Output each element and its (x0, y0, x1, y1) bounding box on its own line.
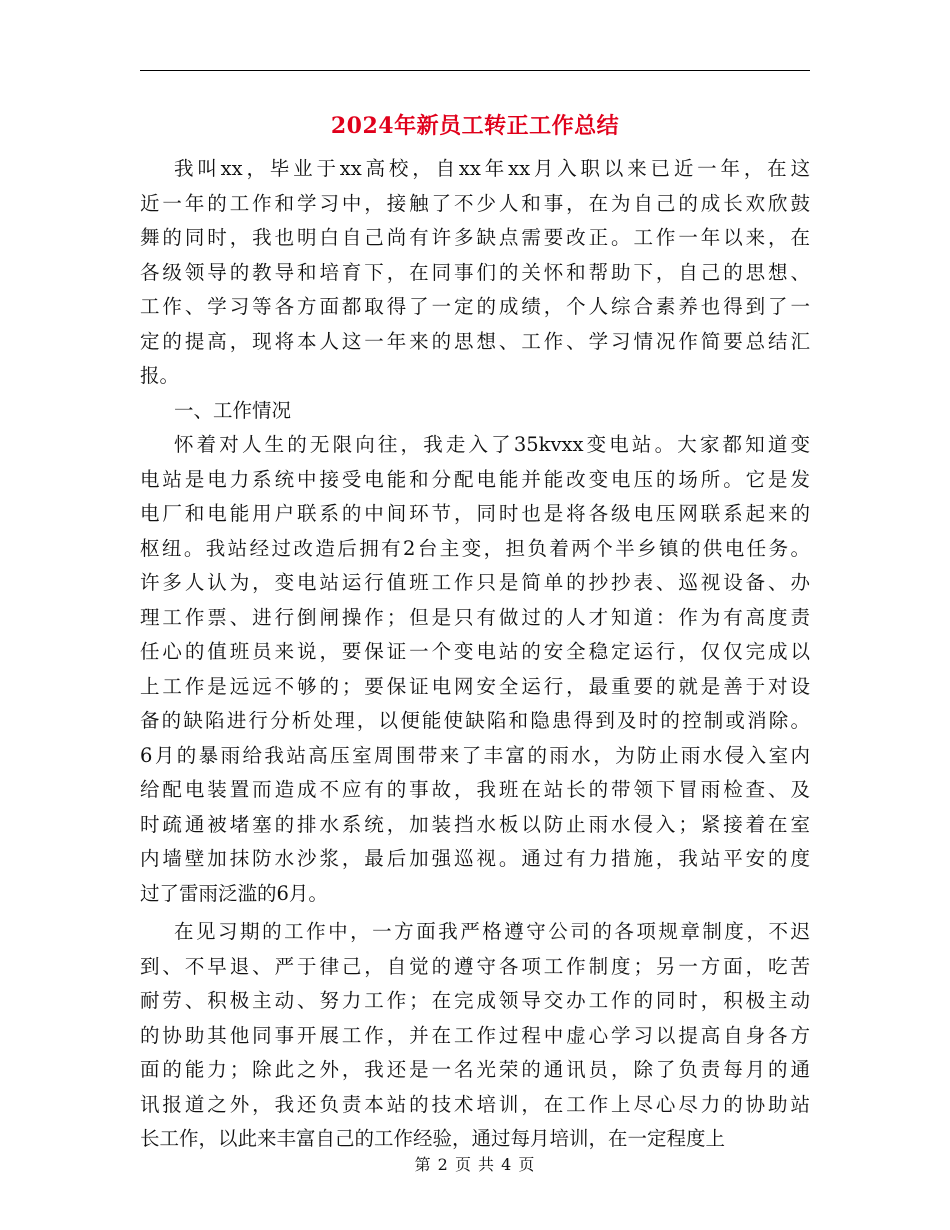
text-line: 电厂和电能用户联系的中间环节，同时也是将各级电压网联系起来的 (140, 502, 810, 525)
section-heading: 一、工作情况 (174, 398, 292, 422)
text-line: 枢纽。我站经过改造后拥有2台主变，担负着两个半乡镇的供电任务。 (140, 536, 810, 560)
page-footer: 第 2 页 共 4 页 (414, 1155, 536, 1174)
document-title: 2024年新员工转正工作总结 (330, 113, 620, 139)
text-line: 到、不早退、严于律己，自觉的遵守各项工作制度；另一方面，吃苦 (140, 954, 810, 978)
text-line: 过了雷雨泛滥的6月。 (140, 881, 328, 905)
text-line: 内墙壁加抹防水沙浆，最后加强巡视。通过有力措施，我站平安的度 (140, 847, 810, 870)
text-line: 面的能力；除此之外，我还是一名光荣的通讯员，除了负责每月的通 (140, 1058, 810, 1081)
text-line: 舞的同时，我也明白自己尚有许多缺点需要改正。工作一年以来，在 (140, 226, 810, 249)
header-rule (140, 70, 810, 71)
text-line: 的协助其他同事开展工作，并在工作过程中虚心学习以提高自身各方 (140, 1023, 810, 1047)
text-line: 备的缺陷进行分析处理，以便能使缺陷和隐患得到及时的控制或消除。 (140, 709, 810, 732)
text-line: 任心的值班员来说，要保证一个变电站的安全稳定运行，仅仅完成以 (140, 640, 810, 663)
text-line: 上工作是远远不够的；要保证电网安全运行，最重要的就是善于对设 (140, 674, 810, 698)
text-line: 近一年的工作和学习中，接触了不少人和事，在为自己的成长欢欣鼓 (140, 191, 810, 215)
text-line: 电站是电力系统中接受电能和分配电能并能改变电压的场所。它是发 (140, 467, 810, 491)
text-line: 时疏通被堵塞的排水系统，加装挡水板以防止雨水侵入；紧接着在室 (140, 812, 810, 836)
text-line: 许多人认为，变电站运行值班工作只是简单的抄抄表、巡视设备、办 (140, 571, 810, 594)
text-line: 6月的暴雨给我站高压室周围带来了丰富的雨水，为防止雨水侵入室内 (140, 743, 810, 767)
paragraph-probation-work (140, 915, 810, 1157)
document-body (140, 152, 810, 1157)
paragraph-work-situation (140, 428, 810, 911)
text-line: 我叫xx，毕业于xx高校，自xx年xx月入职以来已近一年，在这 (174, 157, 810, 180)
text-line: 工作、学习等各方面都取得了一定的成绩，个人综合素养也得到了一 (140, 295, 810, 318)
text-line: 怀着对人生的无限向往，我走入了35kvxx变电站。大家都知道变 (174, 433, 810, 456)
text-line: 给配电装置而造成不应有的事故，我班在站长的带领下冒雨检查、及 (140, 778, 810, 801)
text-line: 在见习期的工作中，一方面我严格遵守公司的各项规章制度，不迟 (174, 920, 810, 943)
text-line: 讯报道之外，我还负责本站的技术培训，在工作上尽心尽力的协助站 (140, 1092, 810, 1116)
text-line: 耐劳、积极主动、努力工作；在完成领导交办工作的同时，积极主动 (140, 989, 810, 1012)
text-line: 长工作，以此来丰富自己的工作经验，通过每月培训，在一定程度上 (140, 1127, 726, 1150)
text-line: 理工作票、进行倒闸操作；但是只有做过的人才知道：作为有高度责 (140, 605, 810, 629)
text-line: 报。 (140, 364, 180, 387)
text-line: 定的提高，现将本人这一年来的思想、工作、学习情况作简要总结汇 (140, 329, 810, 353)
text-line: 各级领导的教导和培育下，在同事们的关怀和帮助下，自己的思想、 (140, 260, 810, 284)
paragraph-intro (140, 152, 810, 394)
